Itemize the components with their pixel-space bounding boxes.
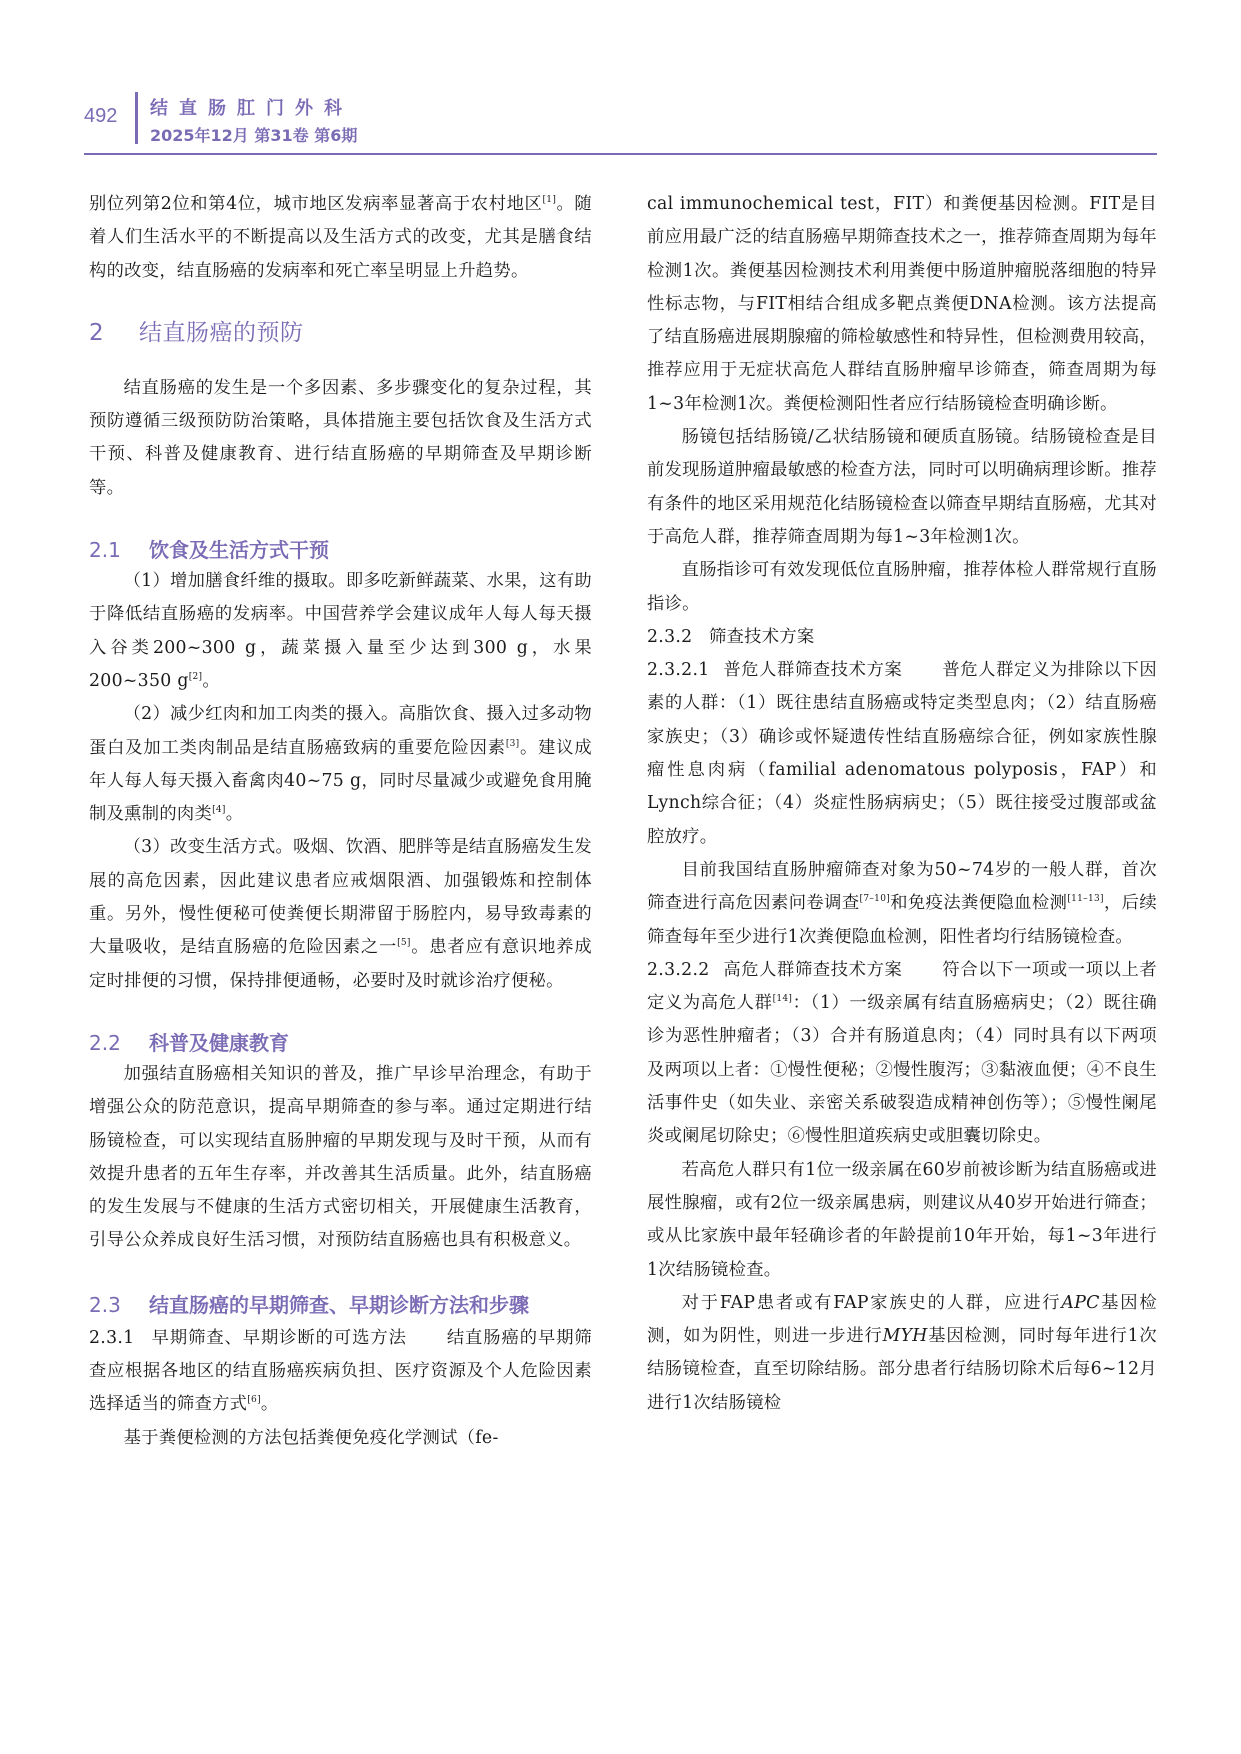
text: 基因检测，如为阴性，则进一步进行	[647, 1292, 1157, 1347]
paragraph	[89, 698, 592, 831]
text: 。随着人们生活水平的不断提高以及生活方式的改变，尤其是膳食结构的改变，结直肠癌的发病率和死亡率呈明显上升趋势。	[89, 194, 592, 281]
paragraph: 直肠指诊可有效发现低位直肠肿瘤，推荐体检人群常规行直肠指诊。	[647, 560, 1157, 614]
paragraph: 加强结直肠癌相关知识的普及，推广早诊早治理念，有助于增强公众的防范意识，提高早期筛查的参与率。通过定期进行结肠镜检查，可以实现结直肠肿瘤的早期发现与及时干预，从而有效提升患者的五年生存率，并改善其生活质量。此外，结直肠癌的发生发展与不健康的生活方式密切相关，开展健康生活教育，引导公众养成良好生活习惯，对预防结直肠癌也具有积极意义。	[89, 1063, 592, 1251]
subsubsection-paragraph	[647, 954, 1157, 1154]
text: 。	[202, 670, 220, 691]
text: 。	[225, 804, 244, 825]
section-number: 2.3.2.2	[647, 959, 710, 980]
text: 。建议成年人每人每天摄入畜禽肉40~75 g，同时尽量减少或避免食用腌制及熏制的肉类	[89, 737, 592, 825]
gene-name: APC	[1061, 1292, 1100, 1313]
paragraph: 若高危人群只有1位一级亲属在60岁前被诊断为结直肠癌或进展性腺瘤，或有2位一级亲属患病，则建议从40岁开始进行筛查；或从比家族中最年轻确诊者的年龄提前10年开始，每1~3年进行1次结肠镜检查。	[647, 1159, 1157, 1280]
section-number: 2.3	[89, 1292, 121, 1317]
subsubsection-heading	[647, 621, 1157, 654]
text: 普危人群定义为排除以下因素的人群：（1）既往患结直肠癌或特定类型息肉；（2）结直肠癌家族史；（3）确诊或怀疑遗传性结直肠癌综合征，例如家族性腺瘤性息肉病（familial adenomatous polyposis，FAP）和Lynch综合征；（4）炎症性肠病病史；（5）既往接受过腹部或盆腔放疗。	[647, 660, 1157, 847]
text: （3）改变生活方式。吸烟、饮酒、肥胖等是结直肠癌发生发展的高危因素，因此建议患者应戒烟限酒、加强锻炼和控制体重。另外，慢性便秘可使粪便长期滞留于肠腔内，易导致毒素的大量吸收，是结直肠癌的危险因素之一	[89, 837, 593, 958]
paragraph: 结直肠癌的发生是一个多因素、多步骤变化的复杂过程，其预防遵循三级预防防治策略，具体措施主要包括饮食及生活方式干预、科普及健康教育、进行结直肠癌的早期筛查及早期诊断等。	[89, 377, 592, 498]
text: 目前我国结直肠肿瘤筛查对象为50~74岁的一般人群，首次筛查进行高危因素问卷调查	[647, 859, 1157, 914]
citation[interactable]: [3]	[505, 738, 520, 749]
paragraph	[89, 565, 592, 698]
subsection-heading	[89, 1028, 592, 1058]
section-title: 筛查技术方案	[709, 626, 815, 647]
section-title: 高危人群筛查技术方案	[723, 959, 903, 980]
section-number: 2.2	[89, 1030, 121, 1055]
section-number: 2.3.2.1	[647, 660, 710, 681]
section-title: 结直肠癌的预防	[139, 319, 304, 346]
citation[interactable]: [14]	[772, 994, 793, 1005]
section-number: 2	[89, 319, 105, 346]
issue-info: 2025年12月 第31卷 第6期	[150, 126, 358, 145]
paragraph	[647, 1287, 1157, 1420]
text: （1）增加膳食纤维的摄取。即多吃新鲜蔬菜、水果，这有助于降低结直肠癌的发病率。中国营养学会建议成年人每人每天摄入谷类200~300 g，蔬菜摄入量至少达到300 g，水果200~350 g	[89, 571, 593, 691]
section-title: 早期筛查、早期诊断的可选方法	[151, 1327, 407, 1348]
citation[interactable]: [1]	[542, 195, 557, 206]
text: ，后续筛查每年至少进行1次粪便隐血检测，阳性者均行结肠镜检查。	[647, 893, 1157, 947]
citation[interactable]: [4]	[212, 805, 226, 816]
text: 对于FAP患者或有FAP家族史的人群，应进行	[681, 1292, 1062, 1313]
paragraph	[89, 188, 592, 288]
section-title: 科普及健康教育	[149, 1030, 289, 1055]
paragraph	[647, 854, 1157, 954]
header-divider	[135, 92, 138, 144]
text: 。	[260, 1394, 279, 1415]
page-number: 492	[84, 105, 118, 127]
subsubsection-paragraph	[89, 1322, 592, 1422]
section-heading	[89, 318, 592, 348]
text: 。患者应有意识地养成定时排便的习惯，保持排便通畅，必要时及时就诊治疗便秘。	[89, 937, 592, 991]
text: 别位列第2位和第4位，城市地区发病率显著高于农村地区	[89, 194, 543, 214]
section-title: 普危人群筛查技术方案	[723, 660, 903, 681]
section-title: 饮食及生活方式干预	[149, 538, 329, 563]
text: 符合以下一项或一项以上者定义为高危人群	[647, 959, 1157, 1014]
right-column	[647, 188, 1157, 1420]
subsection-heading	[89, 1288, 592, 1322]
section-number: 2.3.2	[647, 626, 693, 647]
text: 基因检测，同时每年进行1次结肠镜检查，直至切除结肠。部分患者行结肠切除术后每6~12月进行1次结肠镜检	[647, 1326, 1157, 1413]
section-number: 2.1	[89, 538, 121, 563]
subsubsection-paragraph	[647, 654, 1157, 854]
text: ：（1）一级亲属有结直肠癌病史；（2）既往确诊为恶性肿瘤者；（3）合并有肠道息肉；（4）同时具有以下两项及两项以上者：①慢性便秘；②慢性腹泻；③黏液血便；④不良生活事件史（如失业、亲密关系破裂造成精神创伤等）；⑤慢性阑尾炎或阑尾切除史；⑥慢性胆道疾病史或胆囊切除史。	[647, 993, 1157, 1147]
header-rule	[84, 153, 1157, 155]
page-header	[0, 0, 1241, 160]
text: （2）减少红肉和加工肉类的摄入。高脂饮食、摄入过多动物蛋白及加工类肉制品是结直肠癌致病的重要危险因素	[89, 704, 593, 758]
text: 和免疫法粪便隐血检测	[890, 893, 1068, 914]
paragraph	[89, 831, 592, 997]
subsection-heading	[89, 535, 592, 565]
gene-name: MYH	[882, 1326, 928, 1347]
citation[interactable]: [11–13]	[1067, 894, 1104, 905]
journal-name: 结直肠肛门外科	[150, 98, 353, 119]
paragraph: 肠镜包括结肠镜/乙状结肠镜和硬质直肠镜。结肠镜检查是目前发现肠道肿瘤最敏感的检查方法，同时可以明确病理诊断。推荐有条件的地区采用规范化结肠镜检查以筛查早期结直肠癌，尤其对于高危人群，推荐筛查周期为每1~3年检测1次。	[647, 427, 1157, 547]
citation[interactable]: [6]	[247, 1395, 261, 1406]
section-number: 2.3.1	[89, 1327, 135, 1348]
paragraph: 基于粪便检测的方法包括粪便免疫化学测试（fe-	[123, 1427, 499, 1448]
citation[interactable]: [2]	[188, 672, 203, 683]
text: 结直肠癌的早期筛查应根据各地区的结直肠癌疾病负担、医疗资源及个人危险因素选择适当的筛查方式	[89, 1327, 592, 1415]
paragraph: cal immunochemical test，FIT）和粪便基因检测。FIT是目前应用最广泛的结直肠癌早期筛查技术之一，推荐筛查周期为每年检测1次。粪便基因检测技术利用粪便中肠道肿瘤脱落细胞的特异性标志物，与FIT相结合组成多靶点粪便DNA检测。该方法提高了结直肠癌进展期腺瘤的筛检敏感性和特异性，但检测费用较高，推荐应用于无症状高危人群结直肠肿瘤早诊筛查，筛查周期为每1~3年检测1次。粪便检测阳性者应行结肠镜检查明确诊断。	[647, 194, 1157, 414]
section-title: 结直肠癌的早期筛查、早期诊断方法和步骤	[149, 1292, 529, 1317]
citation[interactable]: [5]	[397, 938, 411, 949]
citation[interactable]: [7–10]	[859, 894, 891, 905]
left-column	[89, 188, 592, 1455]
